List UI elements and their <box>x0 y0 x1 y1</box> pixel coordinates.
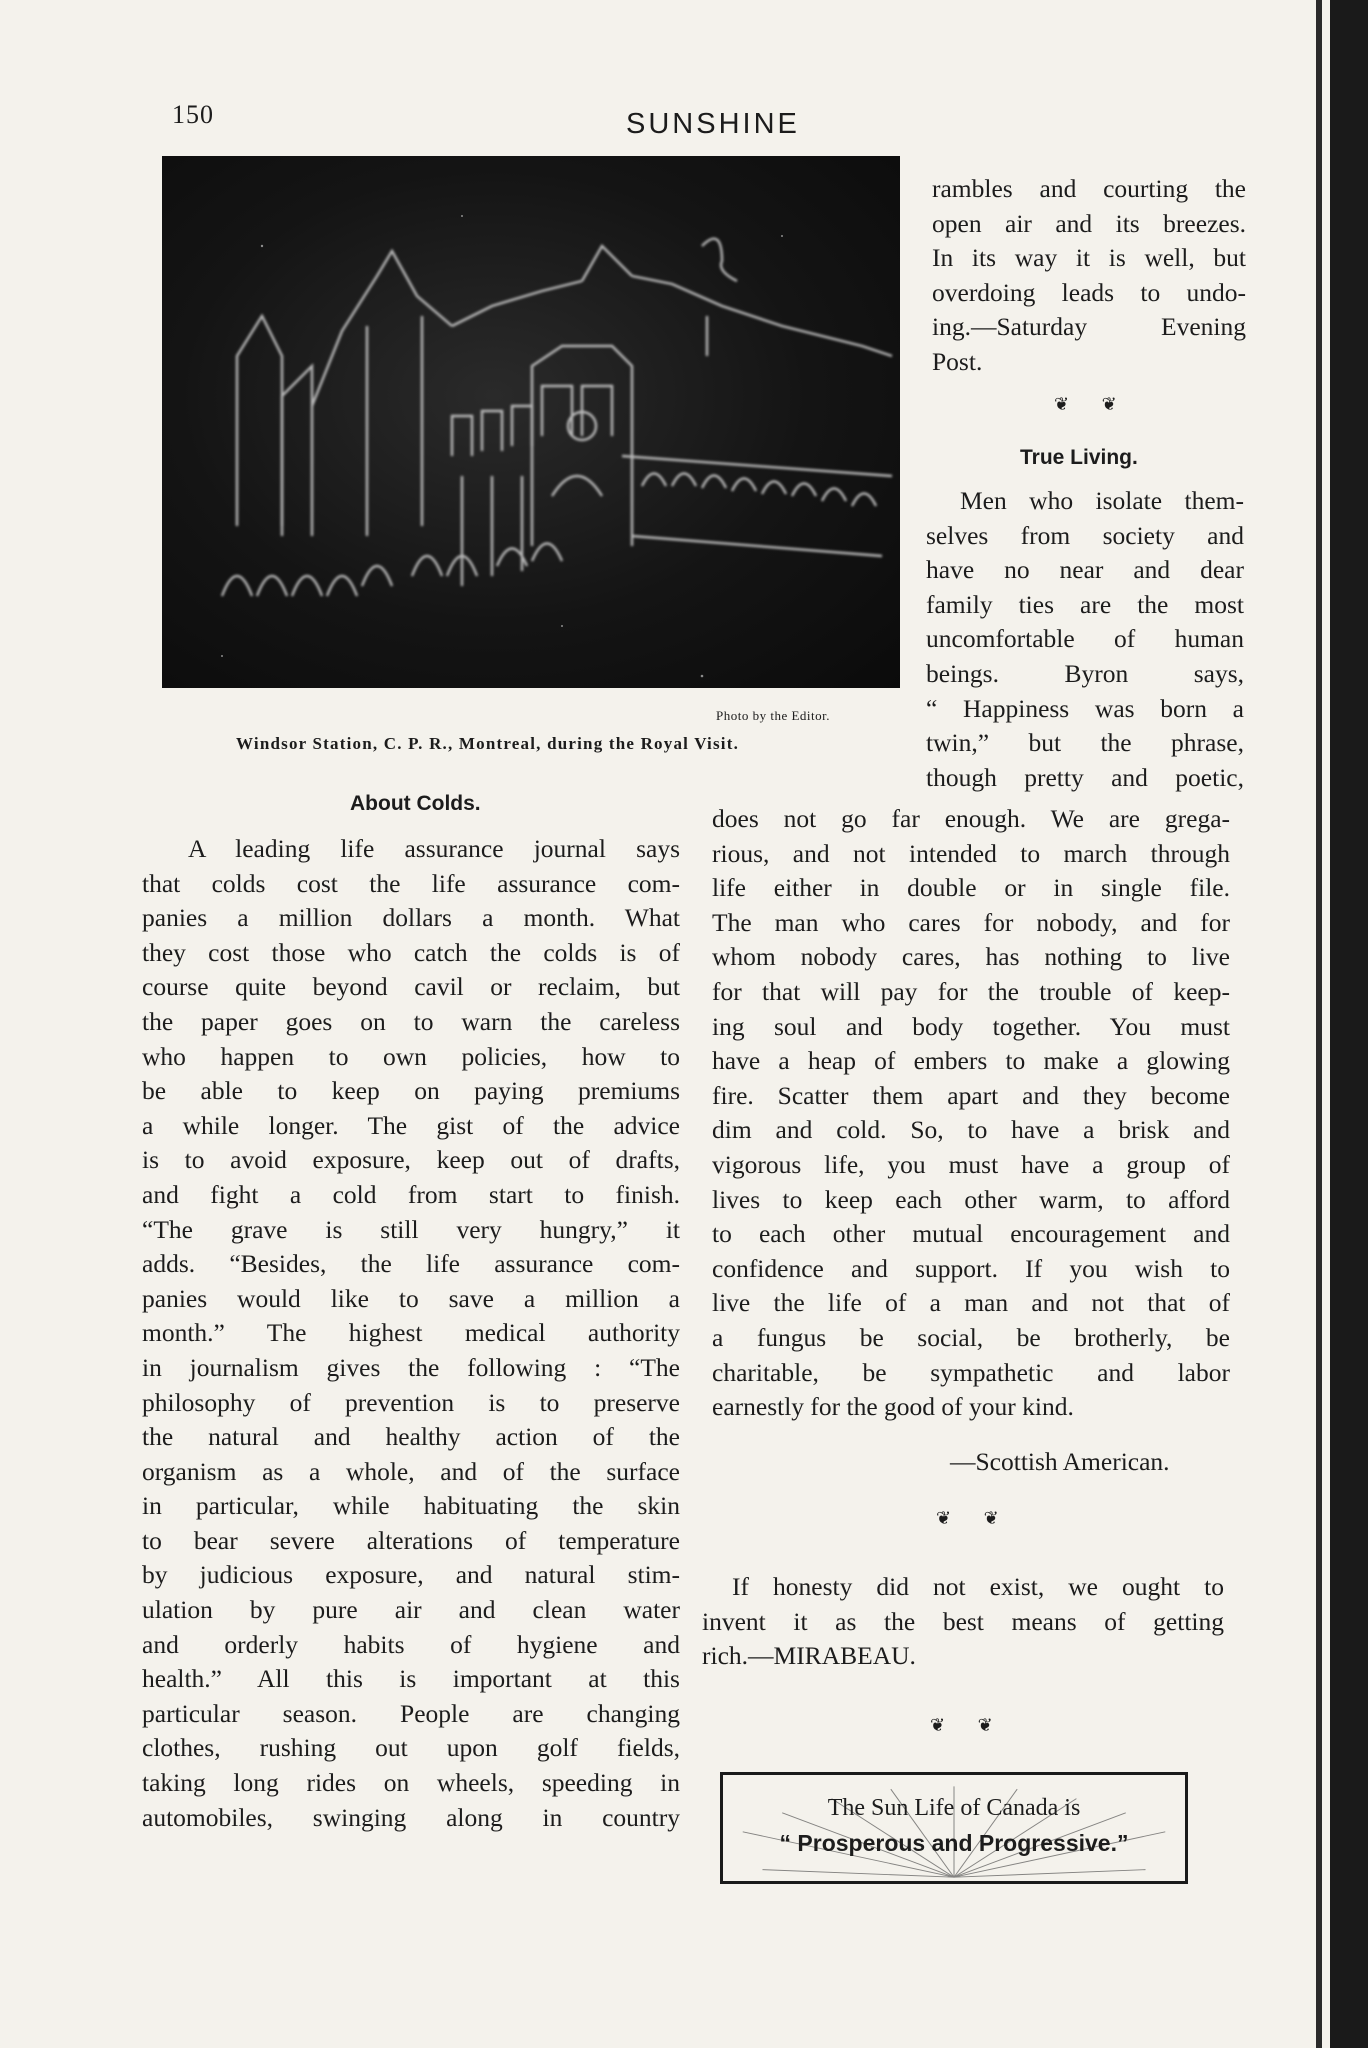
text-line: in particular, while habituating the skin <box>142 1491 680 1521</box>
text-line: who happen to own policies, how to <box>142 1041 680 1071</box>
text-line: ing.—Saturday Evening <box>932 312 1246 342</box>
text-line: health.” All this is important at this <box>142 1664 680 1694</box>
text-line: overdoing leads to undo- <box>932 277 1246 307</box>
text-line: though pretty and poetic, <box>926 762 1244 792</box>
text-line: particular season. People are changing <box>142 1698 680 1728</box>
text-line: the paper goes on to warn the careless <box>142 1006 680 1036</box>
text-line: panies would like to save a million a <box>142 1283 680 1313</box>
text-line: fire. Scatter them apart and they become <box>712 1080 1230 1110</box>
text-line: rambles and courting the <box>932 174 1246 203</box>
text-line: clothes, rushing out upon golf fields, <box>142 1733 680 1763</box>
about-colds-text <box>142 832 680 1835</box>
text-line: to bear severe alterations of temperature <box>142 1525 680 1555</box>
text-line: “ Happiness was born a <box>926 693 1244 723</box>
text-line: course quite beyond cavil or reclaim, but <box>142 972 680 1002</box>
true-living-narrow-text <box>926 484 1244 795</box>
text-line: family ties are the most <box>926 589 1244 619</box>
text-line: confidence and support. If you wish to <box>712 1253 1230 1283</box>
scottish-american-attribution: —Scottish American. <box>950 1447 1170 1476</box>
photo-caption: Windsor Station, C. P. R., Montreal, during the Royal Visit. <box>236 734 740 753</box>
text-line: have a heap of embers to make a glowing <box>712 1046 1230 1076</box>
text-line: rious, and not intended to march through <box>712 838 1230 868</box>
text-line: to each other mutual encouragement and <box>712 1219 1230 1249</box>
text-line: selves from society and <box>926 520 1244 550</box>
text-line: If honesty did not exist, we ought to <box>732 1572 1224 1601</box>
text-line: have no near and dear <box>926 555 1244 585</box>
text-line: automobiles, swinging along in country <box>142 1802 680 1832</box>
text-line: for that will pay for the trouble of keep- <box>712 976 1230 1006</box>
text-line: a while longer. The gist of the advice <box>142 1110 680 1140</box>
text-line: is to avoid exposure, keep out of drafts, <box>142 1145 680 1175</box>
text-line: lives to keep each other warm, to afford <box>712 1184 1230 1214</box>
true-living-wide-text <box>712 802 1230 1425</box>
text-line: twin,” but the phrase, <box>926 728 1244 758</box>
ornament-divider: ❦ ❦ <box>930 1715 1007 1735</box>
illuminated-building-image <box>162 156 900 688</box>
page-edge <box>1330 0 1368 2048</box>
text-line: Men who isolate them- <box>960 486 1244 515</box>
text-line: taking long rides on wheels, speeding in <box>142 1768 680 1798</box>
text-line: In its way it is well, but <box>932 243 1246 273</box>
text-line: beings. Byron says, <box>926 658 1244 688</box>
text-line: A leading life assurance journal says <box>188 834 680 863</box>
true-living-heading: True Living. <box>1020 446 1138 469</box>
text-line: ulation by pure air and clean water <box>142 1595 680 1625</box>
text-line: and fight a cold from start to finish. <box>142 1179 680 1209</box>
text-line: charitable, be sympathetic and labor <box>712 1357 1230 1387</box>
text-line: the natural and healthy action of the <box>142 1422 680 1452</box>
text-line: open air and its breezes. <box>932 208 1246 238</box>
text-line: “The grave is still very hungry,” it <box>142 1214 680 1244</box>
text-line-last: Post. <box>932 346 983 376</box>
text-line: by judicious exposure, and natural stim- <box>142 1560 680 1590</box>
text-line: does not go far enough. We are grega- <box>712 804 1230 833</box>
text-line: The man who cares for nobody, and for <box>712 907 1230 937</box>
text-line: they cost those who catch the colds is of <box>142 937 680 967</box>
text-line: adds. “Besides, the life assurance com- <box>142 1249 680 1279</box>
text-line: uncomfortable of human <box>926 624 1244 654</box>
text-line: that colds cost the life assurance com- <box>142 868 680 898</box>
mirabeau-quote <box>702 1570 1224 1674</box>
text-line: ing soul and body together. You must <box>712 1011 1230 1041</box>
page-gutter-shadow <box>1316 0 1322 2048</box>
text-line: panies a million dollars a month. What <box>142 903 680 933</box>
sunburst-rays-graphic <box>723 1775 1185 1881</box>
ad-text-line1: The Sun Life of Canada is <box>827 1795 1081 1821</box>
ornament-divider: ❦ ❦ <box>1054 394 1131 414</box>
running-head: SUNSHINE <box>626 108 800 140</box>
text-line: month.” The highest medical authority <box>142 1318 680 1348</box>
text-line: philosophy of prevention is to preserve <box>142 1387 680 1417</box>
text-line-last: rich.—MIRABEAU. <box>702 1641 916 1671</box>
ornament-divider: ❦ ❦ <box>936 1508 1013 1528</box>
text-line: vigorous life, you must have a group of <box>712 1149 1230 1179</box>
page-number: 150 <box>172 100 214 129</box>
text-line: whom nobody cares, has nothing to live <box>712 942 1230 972</box>
text-line: in journalism gives the following : “The <box>142 1352 680 1382</box>
text-line: invent it as the best means of getting <box>702 1606 1224 1636</box>
about-colds-heading: About Colds. <box>350 792 481 815</box>
continuation-text <box>932 172 1246 380</box>
text-line: and orderly habits of hygiene and <box>142 1629 680 1659</box>
text-line: a fungus be social, be brotherly, be <box>712 1322 1230 1352</box>
text-line: be able to keep on paying premiums <box>142 1076 680 1106</box>
sun-life-advertisement <box>720 1772 1188 1884</box>
text-line: dim and cold. So, to have a brisk and <box>712 1115 1230 1145</box>
text-line: organism as a whole, and of the surface <box>142 1456 680 1486</box>
text-line: life either in double or in single file. <box>712 873 1230 903</box>
text-line: live the life of a man and not that of <box>712 1288 1230 1318</box>
text-line-last: earnestly for the good of your kind. <box>712 1392 1074 1422</box>
ad-slogan: “ Prosperous and Progressive.” <box>779 1830 1129 1856</box>
night-station-photo <box>162 156 900 688</box>
photo-credit: Photo by the Editor. <box>716 708 830 723</box>
